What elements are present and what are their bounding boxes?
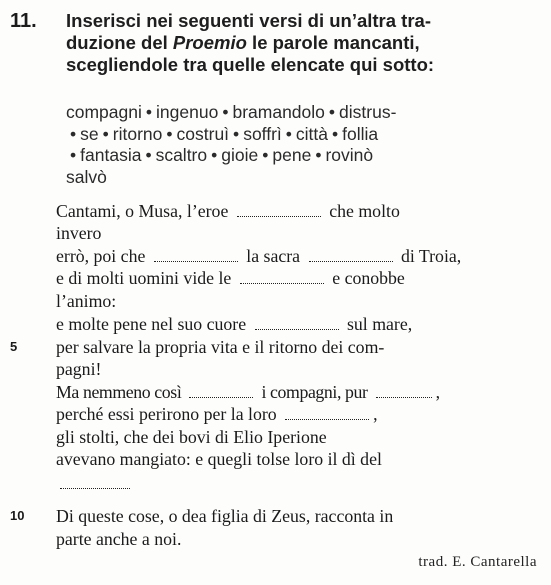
poem-text-segment: pagni!	[56, 359, 102, 379]
word-option: follia	[342, 123, 379, 144]
poem-line	[56, 290, 116, 312]
fill-in-blank[interactable]	[154, 247, 238, 262]
fill-in-blank[interactable]	[255, 315, 339, 330]
word-option: costruì	[176, 123, 230, 144]
bullet-separator: •	[70, 145, 77, 165]
fill-in-blank[interactable]	[285, 405, 369, 420]
bullet-separator: •	[222, 102, 229, 122]
word-option: ingenuo	[156, 102, 219, 122]
fill-in-blank[interactable]	[60, 474, 130, 489]
word-option: ritorno	[112, 123, 163, 144]
poem-text-segment: e molte pene nel suo cuore	[56, 314, 251, 334]
instruction-line: scegliendole tra quelle elencate qui sotto:	[66, 54, 435, 75]
bullet-separator: •	[262, 145, 269, 165]
poem-text-segment: la sacra	[241, 246, 305, 266]
word-option: rovinò	[325, 145, 374, 165]
bullet-separator: •	[332, 123, 339, 144]
word-option: scaltro	[155, 145, 208, 165]
bullet-separator: •	[315, 145, 322, 165]
fill-in-blank[interactable]	[189, 383, 253, 398]
poem-line	[56, 200, 400, 222]
poem-text-segment: Di queste cose, o dea figlia di Zeus, racconta in	[56, 506, 394, 526]
translation-credit: trad. E. Cantarella	[418, 554, 537, 570]
poem-line	[56, 381, 440, 403]
bullet-separator: •	[102, 123, 109, 144]
poem-line	[56, 358, 101, 380]
poem-text-segment: ,	[435, 382, 440, 402]
poem-line	[56, 448, 382, 470]
bullet-separator: •	[233, 123, 240, 144]
word-option: città	[295, 123, 329, 144]
word-option: gioie	[221, 145, 259, 165]
bullet-separator: •	[145, 102, 153, 122]
poem-text-segment: e di molti uomini vide le	[56, 268, 236, 288]
poem-text-segment: avevano mangiato: e quegli tolse loro il dì del	[56, 449, 382, 469]
poem-text-segment: di Troia,	[396, 246, 462, 266]
bullet-separator: •	[285, 123, 292, 144]
poem-line	[56, 472, 134, 494]
bullet-separator: •	[145, 145, 152, 165]
fill-in-blank[interactable]	[240, 269, 324, 284]
poem-text-segment: e conobbe	[327, 268, 405, 288]
word-bank-line	[66, 102, 541, 124]
poem-line	[56, 336, 384, 358]
instruction-line: Inserisci nei seguenti versi di un’altra tra-	[66, 10, 431, 31]
poem-text-segment: Cantami, o Musa, l’eroe	[56, 201, 233, 221]
poem-text-segment: Ma nemmeno così	[56, 382, 186, 402]
poem-line	[56, 313, 412, 335]
exercise-number: 11.	[10, 10, 37, 32]
bullet-separator: •	[70, 123, 77, 144]
word-bank-line	[66, 124, 541, 146]
bullet-separator: •	[328, 102, 336, 122]
fill-in-blank[interactable]	[309, 247, 393, 262]
poem-text-segment: errò, poi che	[56, 246, 150, 266]
poem-text-segment: invero	[56, 223, 102, 243]
poem-line	[56, 426, 327, 448]
poem-text-segment: ,	[373, 404, 378, 424]
line-number: 5	[10, 339, 18, 354]
poem-line	[56, 528, 181, 550]
word-option: salvò	[66, 166, 107, 187]
poem-text-segment: per salvare la propria vita e il ritorno dei com-	[56, 337, 385, 357]
poem-text-segment: perché essi perirono per la loro	[56, 404, 282, 424]
word-option: bramandolo	[232, 102, 325, 122]
poem-line	[56, 267, 405, 289]
instruction-line: duzione del Proemio le parole mancanti,	[66, 32, 420, 53]
word-option: soffrì	[243, 123, 282, 144]
poem-text-segment: parte anche a noi.	[56, 529, 182, 549]
poem-text-segment: i compagni, pur	[257, 382, 372, 402]
word-option: pene	[272, 145, 312, 165]
word-option: compagni	[66, 102, 142, 122]
bullet-separator: •	[211, 145, 218, 165]
word-option: fantasia	[80, 145, 142, 165]
poem-line	[56, 222, 101, 244]
word-bank-line	[66, 145, 541, 167]
poem-line	[56, 403, 378, 425]
poem-line	[56, 505, 393, 527]
line-number: 10	[10, 508, 25, 523]
bullet-separator: •	[166, 123, 173, 144]
poem-text-segment: che molto	[324, 201, 400, 221]
fill-in-blank[interactable]	[237, 202, 321, 217]
poem-text-segment: l’animo:	[56, 291, 117, 311]
word-bank-line	[66, 167, 541, 189]
word-option: distrus-	[339, 102, 397, 122]
title-proemio: Proemio	[172, 32, 247, 53]
fill-in-blank[interactable]	[376, 383, 432, 398]
exercise-instructions	[66, 10, 536, 76]
poem-text-segment: gli stolti, che dei bovi di Elio Iperione	[56, 427, 327, 447]
word-option: se	[80, 123, 99, 144]
word-bank	[66, 102, 541, 188]
poem-line	[56, 245, 461, 267]
poem-text-segment: sul mare,	[342, 314, 413, 334]
